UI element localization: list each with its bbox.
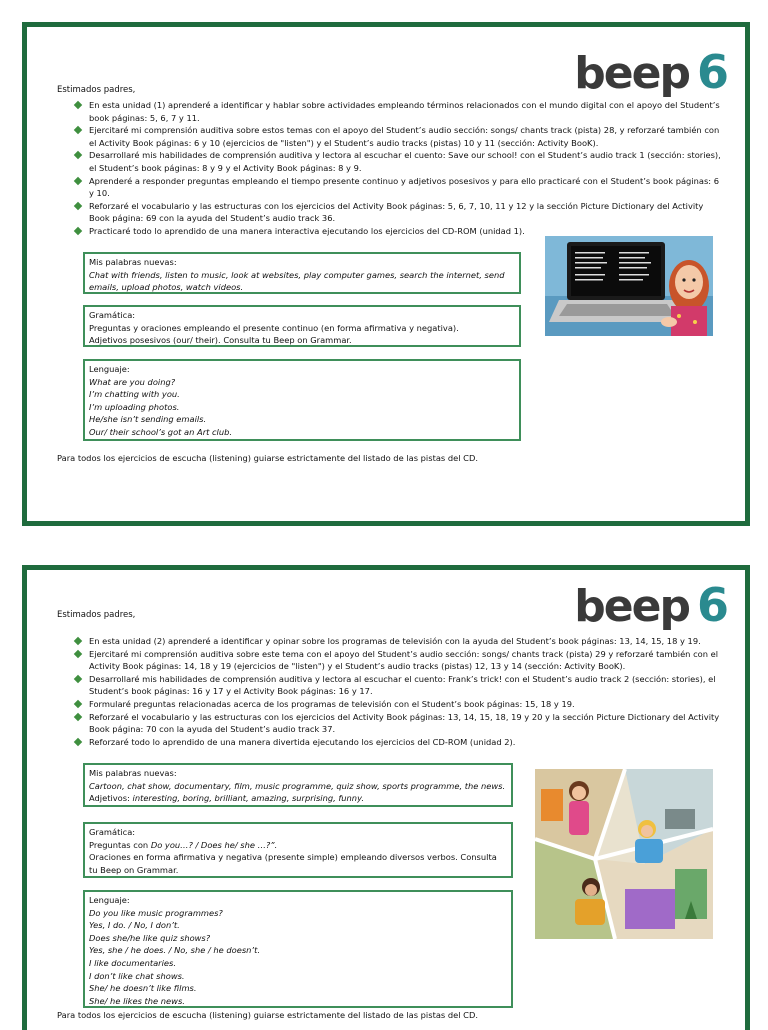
objectives-list [73,635,721,748]
vocab-title: Mis palabras nuevas: [89,768,177,778]
language-title: Lenguaje: [89,895,130,905]
list-item: Reforzaré el vocabulario y las estructuras con los ejercicios del Activity Book páginas: 13, 14, 15, 18, 19 y 20 y la sección Picture Dictionary del Activity Book página: 70 con la ayuda del Student’s audio track 37. [73,711,721,736]
grammar-title: Gramática: [89,310,136,320]
list-item: Ejercitaré mi comprensión auditiva sobre estos temas con el apoyo del Student’s audio sección: songs/ chants track (pista) 28, y reforzaré también con el Activity Book páginas: 6 y 10 (ejercicios de "listen") y el Student’s audio tracks (pistas) 10 y 11 (sección: Activity BooK). [73,124,721,149]
logo-word: beep [574,48,689,99]
language-box: Lenguaje: Do you like music programmes? Yes, I do. / No, I don’t. Does she/he like quiz shows? Yes, she / he does. / No, she / he doesn’t. I like documentaries. I don’t like chat shows. She/ he doesn’t like films. She/ he likes the news. [83,890,513,1008]
logo-number: 6 [696,578,729,632]
bullet-diamond-icon [74,637,82,645]
vocabulary-box [83,763,513,807]
beep6-logo [574,45,729,99]
bullet-diamond-icon [74,700,82,708]
language-box: Lenguaje: What are you doing? I’m chatting with you. I’m uploading photos. He/she isn’t sending emails. Our/ their school’s got an Art club. [83,359,521,441]
footer-note: Para todos los ejercicios de escucha (listening) guiarse estrictamente del listado de las pistas del CD. [57,1010,478,1020]
logo-number: 6 [696,45,729,99]
bullet-diamond-icon [74,202,82,210]
bullet-diamond-icon [74,126,82,134]
tv-watching-illustration [535,769,713,939]
grammar-box: Gramática: Preguntas y oraciones empleando el presente continuo (en forma afirmativa y negativa). Adjetivos posesivos (our/ their). Consulta tu Beep on Grammar. [83,305,521,347]
list-item: Desarrollaré mis habilidades de comprensión auditiva y lectora al escuchar el cuento: Save our school! con el Student’s audio track 1 (sección: stories), el Student’s book páginas: 8 y 9 y el Activity Book páginas: 8 y 9. [73,149,721,174]
vocabulary-box [83,252,521,294]
list-item: Practicaré todo lo aprendido de una manera interactiva ejecutando los ejercicios del CD-ROM (unidad 1). [73,225,721,238]
footer-note: Para todos los ejercicios de escucha (listening) guiarse estrictamente del listado de las pistas del CD. [57,453,478,463]
list-item: Ejercitaré mi comprensión auditiva sobre este tema con el apoyo del Student’s audio sección: songs/ chants track (pista) 29 y reforzaré también con el Activity Book páginas: 14, 18 y 19 (ejercicios de "listen") y el Student’s audio tracks (pistas) 12, 13 y 14 (sección: Activity BooK). [73,648,721,673]
list-item: Formularé preguntas relacionadas acerca de los programas de televisión con el Student’s book páginas: 15, 18 y 19. [73,698,721,711]
logo-word: beep [574,581,689,632]
list-item: Reforzaré todo lo aprendido de una manera divertida ejecutando los ejercicios del CD-ROM (unidad 2). [73,736,721,749]
bullet-diamond-icon [74,738,82,746]
vocab-text: Cartoon, chat show, documentary, film, music programme, quiz show, sports programme, the news. [89,780,506,791]
list-item: En esta unidad (1) aprenderé a identificar y hablar sobre actividades empleando términos relacionados con el mundo digital con el apoyo del Student’s book páginas: 5, 6, 7 y 11. [73,99,721,124]
adjectives-text: interesting, boring, brilliant, amazing, surprising, funny. [132,793,364,804]
beep6-logo [574,578,729,632]
greeting: Estimados padres, [57,85,136,95]
objectives-list [73,99,721,238]
vocab-text: Chat with friends, listen to music, look at websites, play computer games, search the internet, send emails, upload photos, watch videos. [89,269,505,293]
unit2-card [22,565,750,1030]
adjectives-label: Adjetivos: [89,793,130,804]
list-item: Desarrollaré mis habilidades de comprensión auditiva y lectora al escuchar el cuento: Frank’s trick! con el Student’s audio track 2 (sección: stories), el Student’s book páginas: 16 y 17 y el Activity Book páginas: 16 y 17. [73,673,721,698]
bullet-diamond-icon [74,227,82,235]
bullet-diamond-icon [74,101,82,109]
unit1-card [22,22,750,526]
bullet-diamond-icon [74,712,82,720]
bullet-diamond-icon [74,649,82,657]
language-title: Lenguaje: [89,364,130,374]
list-item: Reforzaré el vocabulario y las estructuras con los ejercicios del Activity Book páginas: 5, 6, 7, 10, 11 y 12 y la sección Picture Dictionary del Activity Book página: 69 con la ayuda del Student’s audio track 36. [73,200,721,225]
greeting: Estimados padres, [57,610,136,620]
list-item: Aprenderé a responder preguntas empleando el tiempo presente continuo y adjetivos posesivos y para ello practicaré con el Student’s book páginas: 6 y 10. [73,175,721,200]
grammar-title: Gramática: [89,827,136,837]
bullet-diamond-icon [74,675,82,683]
girl-laptop-illustration [545,236,713,336]
list-item: En esta unidad (2) aprenderé a identificar y opinar sobre los programas de televisión con la ayuda del Student’s book páginas: 13, 14, 15, 18 y 19. [73,635,721,648]
grammar-box: Gramática: Preguntas con Do you…? / Does he/ she …?”. Oraciones en forma afirmativa y negativa (presente simple) empleando diversos verbos. Consulta tu Beep on Grammar. [83,822,513,878]
bullet-diamond-icon [74,176,82,184]
vocab-title: Mis palabras nuevas: [89,257,177,267]
bullet-diamond-icon [74,151,82,159]
